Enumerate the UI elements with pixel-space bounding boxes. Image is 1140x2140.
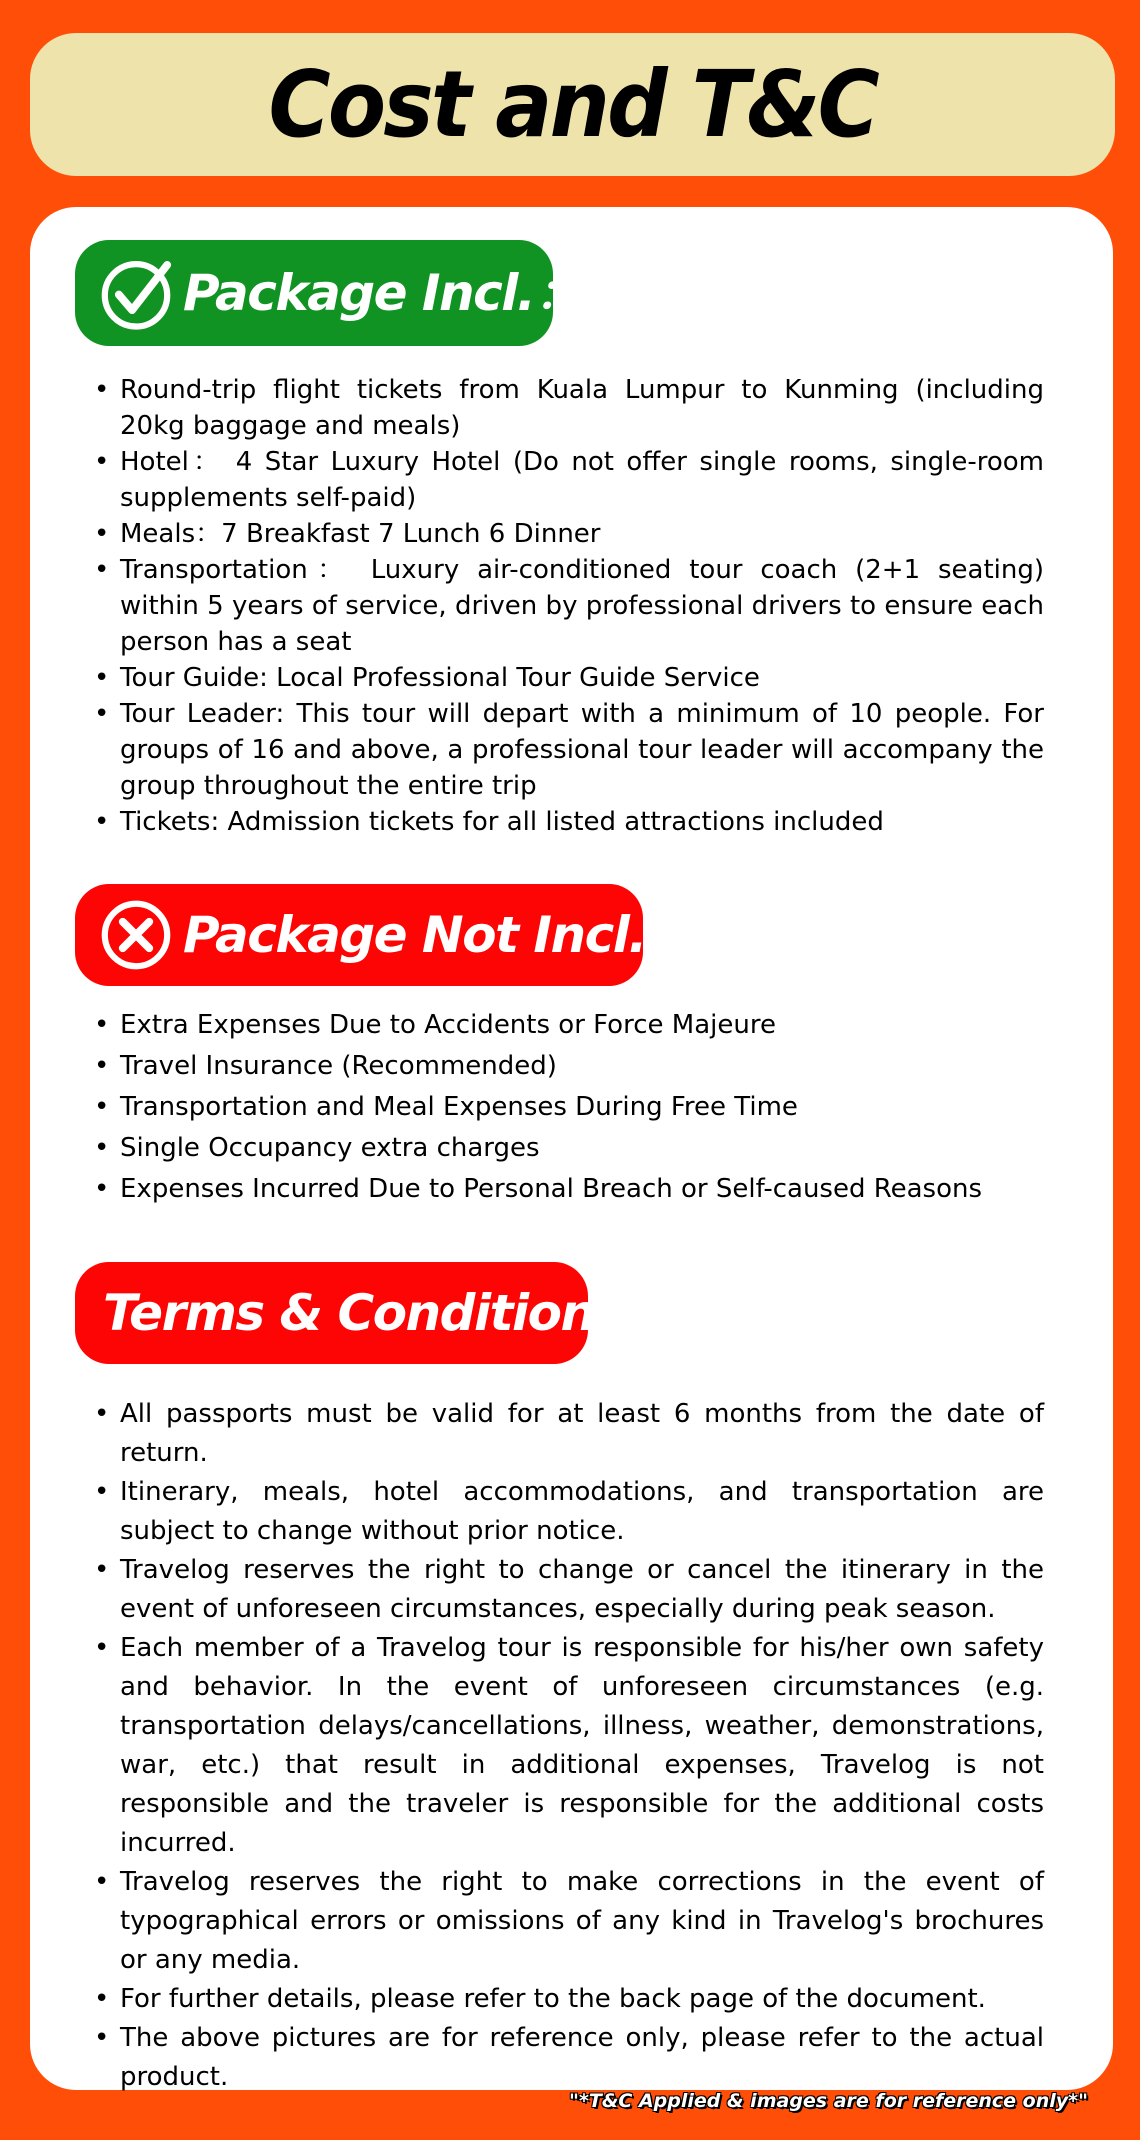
list-item: • Single Occupancy extra charges: [94, 1128, 1044, 1169]
package-included-heading: [75, 240, 583, 346]
list-item: • The above pictures are for reference only, please refer to the actual product.: [94, 2019, 1044, 2097]
list-item: • Tour Guide: Local Professional Tour Guide Service: [94, 660, 1044, 696]
package-included-heading-text: Package Incl.：: [183, 264, 583, 322]
list-item: • Tickets: Admission tickets for all listed attractions included: [94, 804, 1044, 840]
check-circle-icon: [97, 254, 175, 332]
footer-disclaimer: "*T&C Applied & images are for reference only*": [569, 2090, 1088, 2112]
package-not-included-heading: [75, 884, 695, 986]
list-item: • Expenses Incurred Due to Personal Breach or Self-caused Reasons: [94, 1169, 1044, 1210]
list-item: • Itinerary, meals, hotel accommodations, and transportation are subject to change without prior notice.: [94, 1473, 1044, 1551]
list-item: • Tour Leader: This tour will depart with a minimum of 10 people. For groups of 16 and above, a professional tour leader will accompany the group throughout the entire trip: [94, 696, 1044, 804]
terms-heading: [75, 1262, 623, 1364]
list-item: • Meals：7 Breakfast 7 Lunch 6 Dinner: [94, 516, 1044, 552]
package-included-list: [94, 372, 1044, 840]
list-item: • Transportation： Luxury air-conditioned tour coach (2+1 seating) within 5 years of service, driven by professional drivers to ensure each person has a seat: [94, 552, 1044, 660]
terms-heading-text: Terms & Conditions: [103, 1284, 623, 1342]
list-item: • Travelog reserves the right to make corrections in the event of typographical errors or omissions of any kind in Travelog's brochures or any media.: [94, 1863, 1044, 1980]
content-card: [30, 207, 1113, 2090]
page-title: Cost and T&C: [268, 50, 877, 158]
terms-list: [94, 1395, 1044, 2097]
list-item: • Each member of a Travelog tour is responsible for his/her own safety and behavior. In the event of unforeseen circumstances (e.g. transportation delays/cancellations, illness, weather, demonstrations, war, etc.) that result in additional expenses, Travelog is not responsible and the traveler is responsible for the additional costs incurred.: [94, 1629, 1044, 1863]
package-not-included-heading-text: Package Not Incl.：: [183, 906, 695, 964]
list-item: • All passports must be valid for at least 6 months from the date of return.: [94, 1395, 1044, 1473]
package-not-included-list: [94, 1005, 1044, 1210]
list-item: • Travelog reserves the right to change or cancel the itinerary in the event of unforeseen circumstances, especially during peak season.: [94, 1551, 1044, 1629]
list-item: • Round-trip flight tickets from Kuala Lumpur to Kunming (including 20kg baggage and meals): [94, 372, 1044, 444]
list-item: • Transportation and Meal Expenses During Free Time: [94, 1087, 1044, 1128]
list-item: • Travel Insurance (Recommended): [94, 1046, 1044, 1087]
title-banner: [30, 33, 1115, 176]
list-item: • Hotel： 4 Star Luxury Hotel (Do not offer single rooms, single-room supplements self-paid): [94, 444, 1044, 516]
list-item: • For further details, please refer to the back page of the document.: [94, 1980, 1044, 2019]
x-circle-icon: [97, 896, 175, 974]
list-item: • Extra Expenses Due to Accidents or Force Majeure: [94, 1005, 1044, 1046]
